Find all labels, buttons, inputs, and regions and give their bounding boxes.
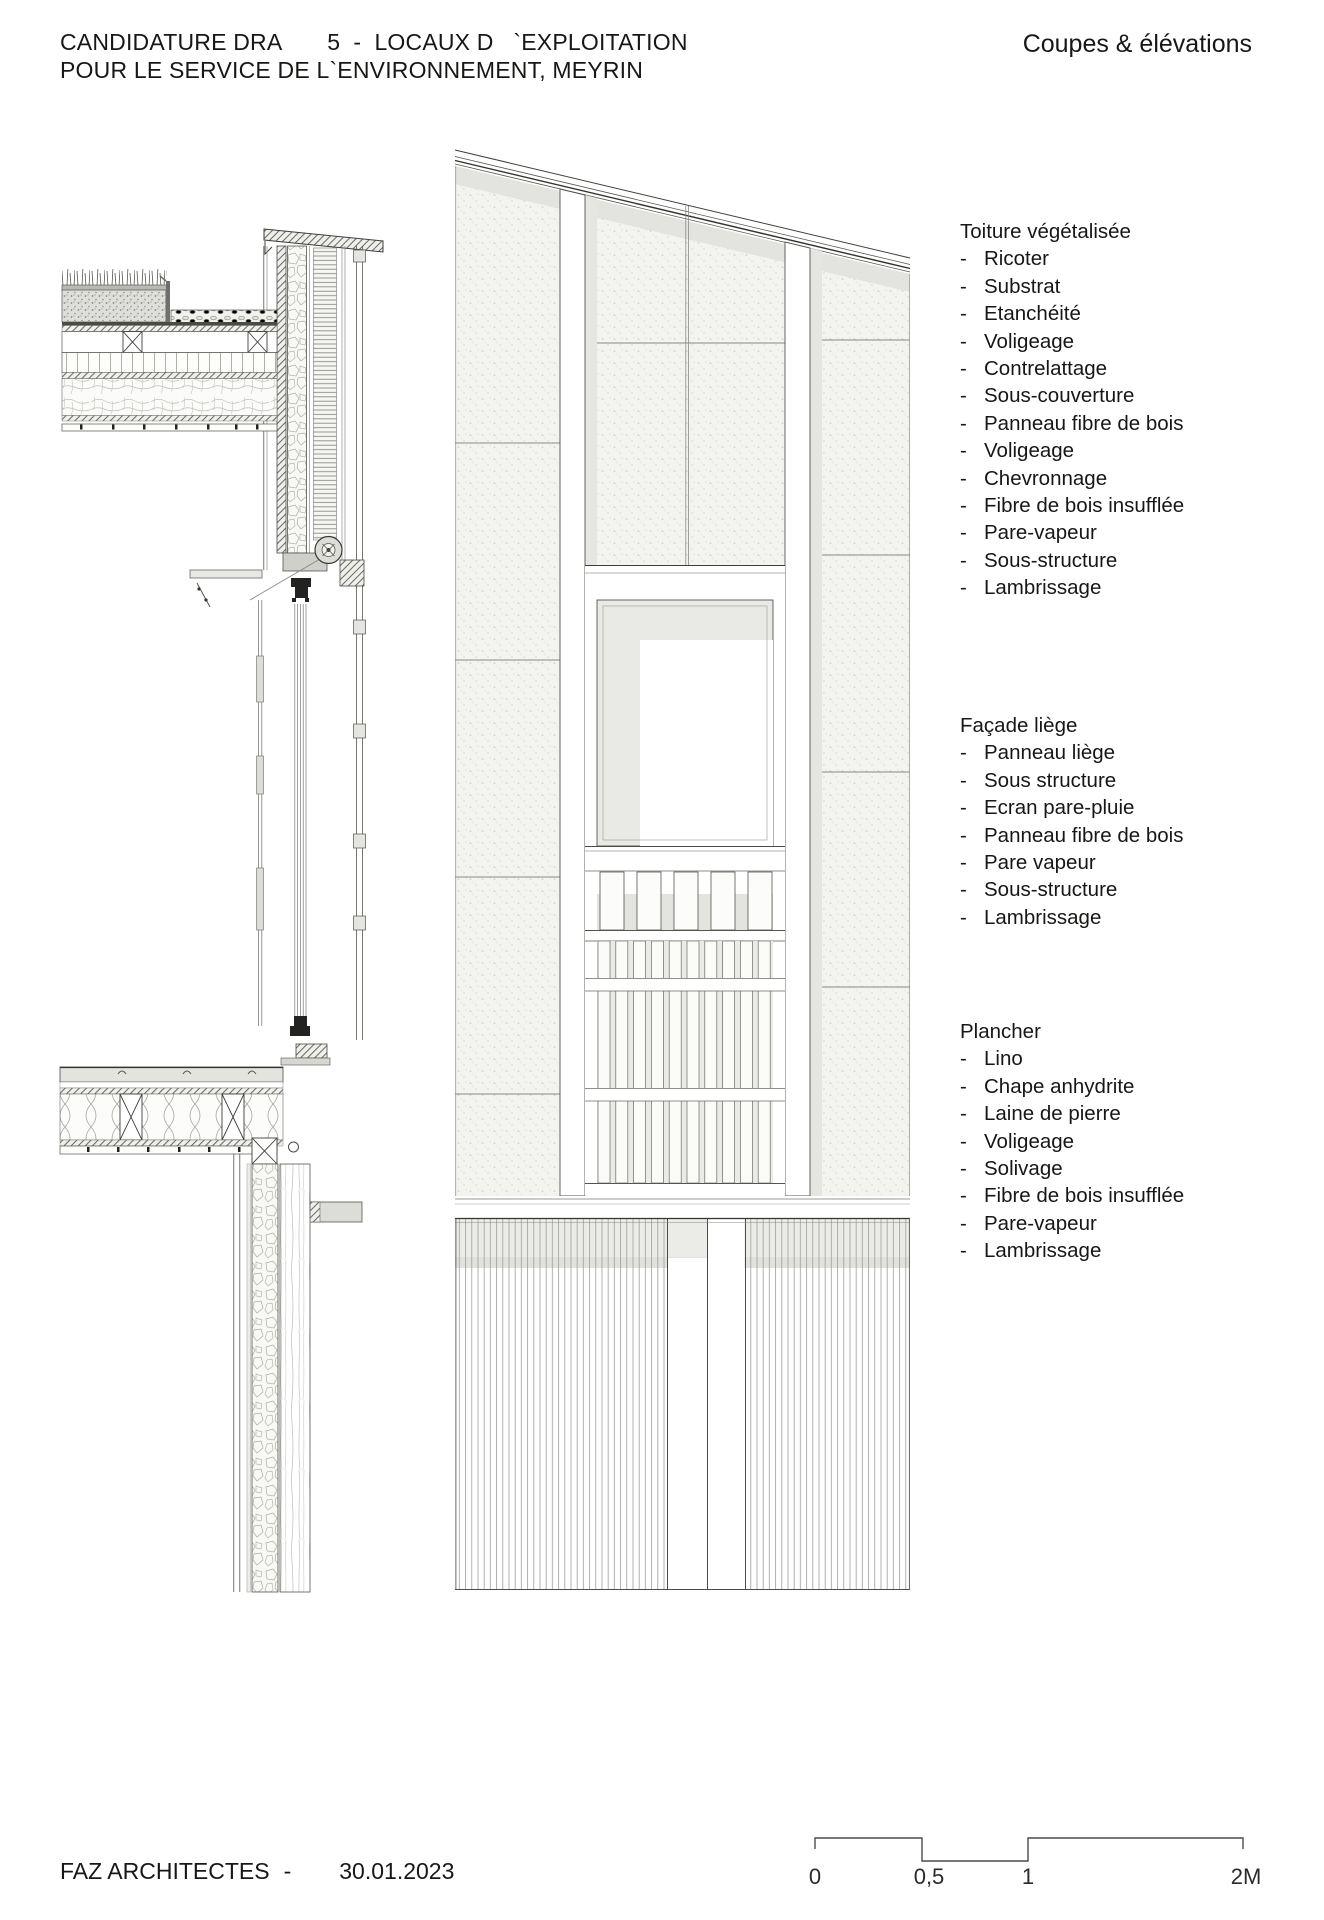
dash-bullet: - bbox=[960, 1129, 967, 1153]
project-title-line1: CANDIDATURE DRA 5 - LOCAUX D `EXPLOITATION bbox=[60, 29, 688, 55]
legend-item-label: Sous-structure bbox=[984, 548, 1118, 572]
legend-item bbox=[960, 1128, 1290, 1155]
legend-item bbox=[960, 382, 1290, 409]
legend-item bbox=[960, 547, 1290, 574]
legend-roof-list bbox=[960, 245, 1290, 601]
legend-item-label: Solivage bbox=[984, 1157, 1063, 1181]
legend-item-label: Etanchéité bbox=[984, 302, 1081, 326]
legend-item-label: Lambrissage bbox=[984, 576, 1102, 600]
legend-item bbox=[960, 794, 1290, 821]
legend-item bbox=[960, 300, 1290, 327]
legend-item-label: Sous structure bbox=[984, 768, 1117, 792]
footer-separator: - bbox=[283, 1858, 292, 1884]
window-section bbox=[190, 570, 330, 1065]
dash-bullet: - bbox=[960, 905, 967, 929]
dash-bullet: - bbox=[960, 302, 967, 326]
dash-bullet: - bbox=[960, 466, 967, 490]
legend-item bbox=[960, 1100, 1290, 1127]
dash-bullet: - bbox=[960, 247, 967, 271]
legend-item-label: Substrat bbox=[984, 274, 1061, 298]
dash-bullet: - bbox=[960, 1184, 967, 1208]
dash-bullet: - bbox=[960, 1211, 967, 1235]
legend-item bbox=[960, 410, 1290, 437]
legend-item bbox=[960, 1155, 1290, 1182]
legend-item bbox=[960, 1073, 1290, 1100]
ground-floor-cladding bbox=[455, 1218, 910, 1590]
legend-item bbox=[960, 1210, 1290, 1237]
title-block bbox=[60, 28, 688, 84]
legend-item-label: Lambrissage bbox=[984, 1239, 1102, 1263]
dash-bullet: - bbox=[960, 384, 967, 408]
legend-item-label: Pare-vapeur bbox=[984, 521, 1097, 545]
legend-item-label: Voligeage bbox=[984, 1129, 1075, 1153]
facade-window-bay bbox=[585, 565, 785, 1196]
legend-item bbox=[960, 739, 1290, 766]
footer bbox=[60, 1858, 454, 1885]
dash-bullet: - bbox=[960, 548, 967, 572]
dash-bullet: - bbox=[960, 494, 967, 518]
legend-item bbox=[960, 437, 1290, 464]
legend-item-label: Contrelattage bbox=[984, 357, 1108, 381]
legend-item bbox=[960, 574, 1290, 601]
legend-facade-title: Façade liège bbox=[960, 714, 1078, 737]
scale-label-2m: 2M bbox=[1230, 1864, 1262, 1889]
legend-floor bbox=[960, 1018, 1290, 1265]
window-sill-band bbox=[585, 846, 785, 871]
legend-item bbox=[960, 876, 1290, 903]
dash-bullet: - bbox=[960, 1047, 967, 1071]
legend-item bbox=[960, 822, 1290, 849]
scale-label-05: 0,5 bbox=[913, 1864, 945, 1889]
dash-bullet: - bbox=[960, 329, 967, 353]
dash-bullet: - bbox=[960, 823, 967, 847]
legend-item-label: Panneau fibre de bois bbox=[984, 823, 1184, 847]
dash-bullet: - bbox=[960, 796, 967, 820]
legend-item bbox=[960, 465, 1290, 492]
dash-bullet: - bbox=[960, 411, 967, 435]
dash-bullet: - bbox=[960, 439, 967, 463]
legend-item bbox=[960, 1182, 1290, 1209]
legend-item bbox=[960, 1045, 1290, 1072]
legend-item bbox=[960, 355, 1290, 382]
legend-item-label: Ricoter bbox=[984, 247, 1049, 271]
lower-wall bbox=[234, 1154, 310, 1592]
legend-item-label: Sous-structure bbox=[984, 878, 1118, 902]
wall-section-drawing bbox=[60, 229, 383, 1592]
floor-assembly bbox=[60, 1067, 362, 1222]
project-title-line2: POUR LE SERVICE DE L`ENVIRONNEMENT, MEYRIN bbox=[60, 57, 644, 83]
wall-column bbox=[264, 246, 366, 1040]
dash-bullet: - bbox=[960, 851, 967, 875]
legend-floor-title: Plancher bbox=[960, 1020, 1041, 1043]
floor-edge-band bbox=[455, 1196, 910, 1218]
legend-item bbox=[960, 519, 1290, 546]
dash-bullet: - bbox=[960, 741, 967, 765]
legend-item-label: Pare-vapeur bbox=[984, 1211, 1097, 1235]
glazing-lines bbox=[295, 604, 306, 1028]
scale-label-1: 1 bbox=[1021, 1864, 1035, 1889]
legend-item-label: Pare vapeur bbox=[984, 851, 1096, 875]
sheet-title: Coupes & élévations bbox=[1022, 30, 1252, 58]
legend-floor-list bbox=[960, 1045, 1290, 1264]
scale-bar bbox=[815, 1838, 1243, 1861]
legend-facade bbox=[960, 712, 1290, 931]
green-roof-assembly bbox=[62, 269, 277, 431]
legend-item-label: Lambrissage bbox=[984, 905, 1102, 929]
dash-bullet: - bbox=[960, 1157, 967, 1181]
legend-roof bbox=[960, 218, 1290, 602]
dash-bullet: - bbox=[960, 1102, 967, 1126]
dense-slats bbox=[585, 941, 785, 1196]
legend-item-label: Panneau liège bbox=[984, 741, 1116, 765]
legend-item-label: Fibre de bois insufflée bbox=[984, 494, 1185, 518]
legend-item bbox=[960, 328, 1290, 355]
legend-item-label: Voligeage bbox=[984, 439, 1075, 463]
dash-bullet: - bbox=[960, 878, 967, 902]
scale-label-0: 0 bbox=[808, 1864, 822, 1889]
legend-item bbox=[960, 245, 1290, 272]
dash-bullet: - bbox=[960, 274, 967, 298]
dash-bullet: - bbox=[960, 768, 967, 792]
facade-elevation-drawing bbox=[455, 150, 910, 1590]
legend-item-label: Chevronnage bbox=[984, 466, 1108, 490]
dash-bullet: - bbox=[960, 357, 967, 381]
drawing-date: 30.01.2023 bbox=[339, 1858, 455, 1884]
legend-item-label: Sous-couverture bbox=[984, 384, 1135, 408]
legend-item-label: Panneau fibre de bois bbox=[984, 411, 1184, 435]
window-glass bbox=[597, 600, 773, 846]
legend-item bbox=[960, 1237, 1290, 1264]
legend-item-label: Voligeage bbox=[984, 329, 1075, 353]
legend-item bbox=[960, 767, 1290, 794]
legend-item-label: Lino bbox=[984, 1047, 1023, 1071]
legend-item-label: Laine de pierre bbox=[984, 1102, 1121, 1126]
firm-name: FAZ ARCHITECTES bbox=[60, 1858, 270, 1884]
dash-bullet: - bbox=[960, 576, 967, 600]
dash-bullet: - bbox=[960, 1074, 967, 1098]
legend-item-label: Chape anhydrite bbox=[984, 1074, 1135, 1098]
legend-item bbox=[960, 492, 1290, 519]
legend-item bbox=[960, 273, 1290, 300]
dash-bullet: - bbox=[960, 521, 967, 545]
mid-rail bbox=[585, 930, 785, 941]
legend-item bbox=[960, 849, 1290, 876]
legend-item-label: Fibre de bois insufflée bbox=[984, 1184, 1185, 1208]
legend-facade-list bbox=[960, 739, 1290, 931]
legend-roof-title: Toiture végétalisée bbox=[960, 220, 1131, 243]
legend-item bbox=[960, 904, 1290, 931]
legend-item-label: Ecran pare-pluie bbox=[984, 796, 1135, 820]
dash-bullet: - bbox=[960, 1239, 967, 1263]
